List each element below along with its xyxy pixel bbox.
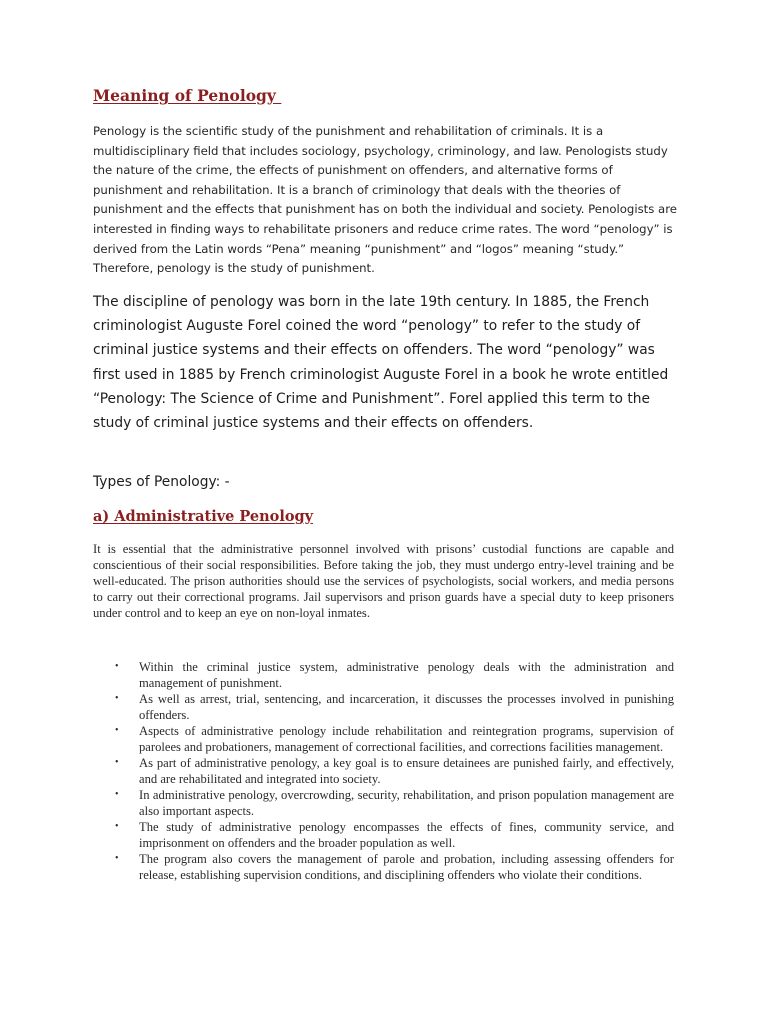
bullet-icon: • [115, 821, 119, 832]
bullet-list [110, 659, 674, 883]
list-item-text: The program also covers the management of parole and probation, including assessing offenders for release, establishing supervision conditions, and disciplining offenders who violate their conditions. [139, 852, 674, 882]
section-paragraph: It is essential that the administrative personnel involved with prisons’ custodial functions are capable and conscientious of their social responsibilities. Before taking the job, they must undergo entry-level training and be well-educated. The prison authorities should use the services of psychologists, social workers, and media persons to carry out their correctional programs. Jail supervisors and prison guards have a special duty to keep prisoners under control and to keep an eye on non-loyal inmates. [93, 542, 674, 620]
types-label: Types of Penology: - [93, 474, 230, 490]
list-item-text: Aspects of administrative penology include rehabilitation and reintegration programs, supervision of parolees and probationers, management of correctional facilities, and corrections facilities management. [139, 724, 674, 754]
list-item-text: In administrative penology, overcrowding, security, rehabilitation, and prison population management are also important aspects. [139, 788, 674, 818]
list-item [110, 819, 674, 851]
list-item-text: As well as arrest, trial, sentencing, and incarceration, it discusses the processes involved in punishing offenders. [139, 692, 674, 722]
list-item [110, 787, 674, 819]
list-item-text: Within the criminal justice system, administrative penology deals with the administration and management of punishment. [139, 660, 674, 690]
bullet-icon: • [115, 693, 119, 704]
list-item [110, 723, 674, 755]
list-item [110, 659, 674, 691]
list-item [110, 755, 674, 787]
section-heading-administrative-penology: a) Administrative Penology [93, 508, 314, 525]
history-paragraph: The discipline of penology was born in the late 19th century. In 1885, the French criminologist Auguste Forel coined the word “penology” to refer to the study of criminal justice systems and their effects on offenders. The word “penology” was first used in 1885 by French criminologist Auguste Forel in a book he wrote entitled “Penology: The Science of Crime and Punishment”. Forel applied this term to the study of criminal justice systems and their effects on offenders. [93, 294, 669, 432]
list-item-text: As part of administrative penology, a key goal is to ensure detainees are punished fairly, and effectively, and are rehabilitated and integrated into society. [139, 756, 674, 786]
bullet-icon: • [115, 725, 119, 736]
bullet-icon: • [115, 789, 119, 800]
list-item [110, 691, 674, 723]
bullet-icon: • [115, 757, 119, 768]
bullet-icon: • [115, 661, 119, 672]
bullet-icon: • [115, 853, 119, 864]
list-item-text: The study of administrative penology encompasses the effects of fines, community service, and imprisonment on offenders and the broader population as well. [139, 820, 674, 850]
intro-paragraph: Penology is the scientific study of the punishment and rehabilitation of criminals. It is a multidisciplinary field that includes sociology, psychology, criminology, and law. Penologists study the nature of the crime, the effects of punishment on offenders, and alternative forms of punishment and rehabilitation. It is a branch of criminology that deals with the theories of punishment and the effects that punishment has on both the individual and society. Penologists are interested in finding ways to rehabilitate prisoners and reduce crime rates. The word “penology” is derived from the Latin words “Pena” meaning “punishment” and “logos” meaning “study.” Therefore, penology is the study of punishment. [93, 124, 677, 276]
list-item [110, 851, 674, 883]
page-title: Meaning of Penology [93, 86, 282, 105]
